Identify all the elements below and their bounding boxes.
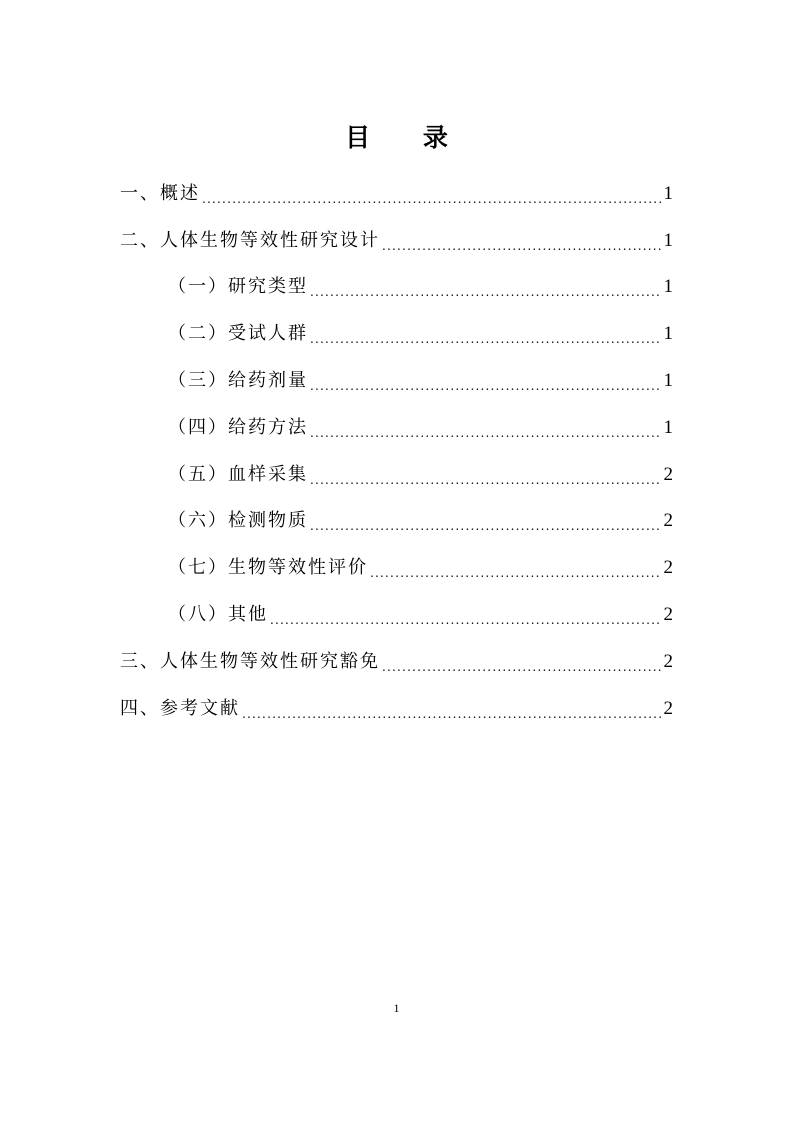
toc-entry-page: 1 bbox=[663, 229, 673, 251]
toc-entry-label: 一、概述 bbox=[120, 182, 200, 204]
toc-dot-leader bbox=[310, 408, 662, 448]
toc-entry-page: 2 bbox=[663, 510, 673, 532]
toc-entry[interactable] bbox=[120, 307, 673, 354]
toc-title: 目 录 bbox=[345, 123, 470, 152]
toc-entry[interactable] bbox=[120, 682, 673, 729]
toc-entry[interactable] bbox=[120, 448, 673, 495]
toc-entry[interactable] bbox=[120, 588, 673, 635]
toc-dot-leader bbox=[242, 689, 662, 729]
toc-entry[interactable] bbox=[120, 401, 673, 448]
toc-entry-label: （七）生物等效性评价 bbox=[168, 557, 368, 579]
toc-entry-label: 二、人体生物等效性研究设计 bbox=[120, 229, 380, 251]
toc-dot-leader bbox=[310, 455, 662, 495]
toc-entry-page: 2 bbox=[663, 463, 673, 485]
toc-entry-page: 2 bbox=[663, 603, 673, 625]
table-of-contents bbox=[120, 167, 673, 729]
toc-entry[interactable] bbox=[120, 354, 673, 401]
toc-entry[interactable] bbox=[120, 167, 673, 214]
toc-dot-leader bbox=[310, 361, 662, 401]
toc-dot-leader bbox=[270, 595, 662, 635]
toc-dot-leader bbox=[382, 642, 662, 682]
page-number: 1 bbox=[393, 1001, 400, 1015]
toc-entry[interactable] bbox=[120, 261, 673, 308]
toc-entry-page: 1 bbox=[663, 323, 673, 345]
toc-entry-page: 2 bbox=[663, 697, 673, 719]
toc-dot-leader bbox=[382, 221, 662, 261]
toc-entry[interactable] bbox=[120, 495, 673, 542]
toc-entry-label: （六）检测物质 bbox=[168, 510, 308, 532]
toc-entry-label: （三）给药剂量 bbox=[168, 369, 308, 391]
toc-entry-page: 1 bbox=[663, 182, 673, 204]
toc-entry-label: （八）其他 bbox=[168, 603, 268, 625]
toc-entry[interactable] bbox=[120, 635, 673, 682]
toc-entry[interactable] bbox=[120, 214, 673, 261]
toc-entry-page: 1 bbox=[663, 416, 673, 438]
toc-entry-page: 1 bbox=[663, 276, 673, 298]
toc-dot-leader bbox=[310, 501, 662, 541]
toc-dot-leader bbox=[310, 314, 662, 354]
toc-entry-label: （一）研究类型 bbox=[168, 276, 308, 298]
toc-dot-leader bbox=[370, 548, 662, 588]
toc-entry-label: 三、人体生物等效性研究豁免 bbox=[120, 650, 380, 672]
toc-entry[interactable] bbox=[120, 541, 673, 588]
toc-entry-page: 2 bbox=[663, 650, 673, 672]
toc-entry-label: （五）血样采集 bbox=[168, 463, 308, 485]
toc-dot-leader bbox=[202, 174, 662, 214]
toc-dot-leader bbox=[310, 267, 662, 307]
toc-entry-label: 四、参考文献 bbox=[120, 697, 240, 719]
toc-entry-label: （二）受试人群 bbox=[168, 323, 308, 345]
toc-entry-page: 1 bbox=[663, 369, 673, 391]
toc-entry-label: （四）给药方法 bbox=[168, 416, 308, 438]
toc-entry-page: 2 bbox=[663, 557, 673, 579]
